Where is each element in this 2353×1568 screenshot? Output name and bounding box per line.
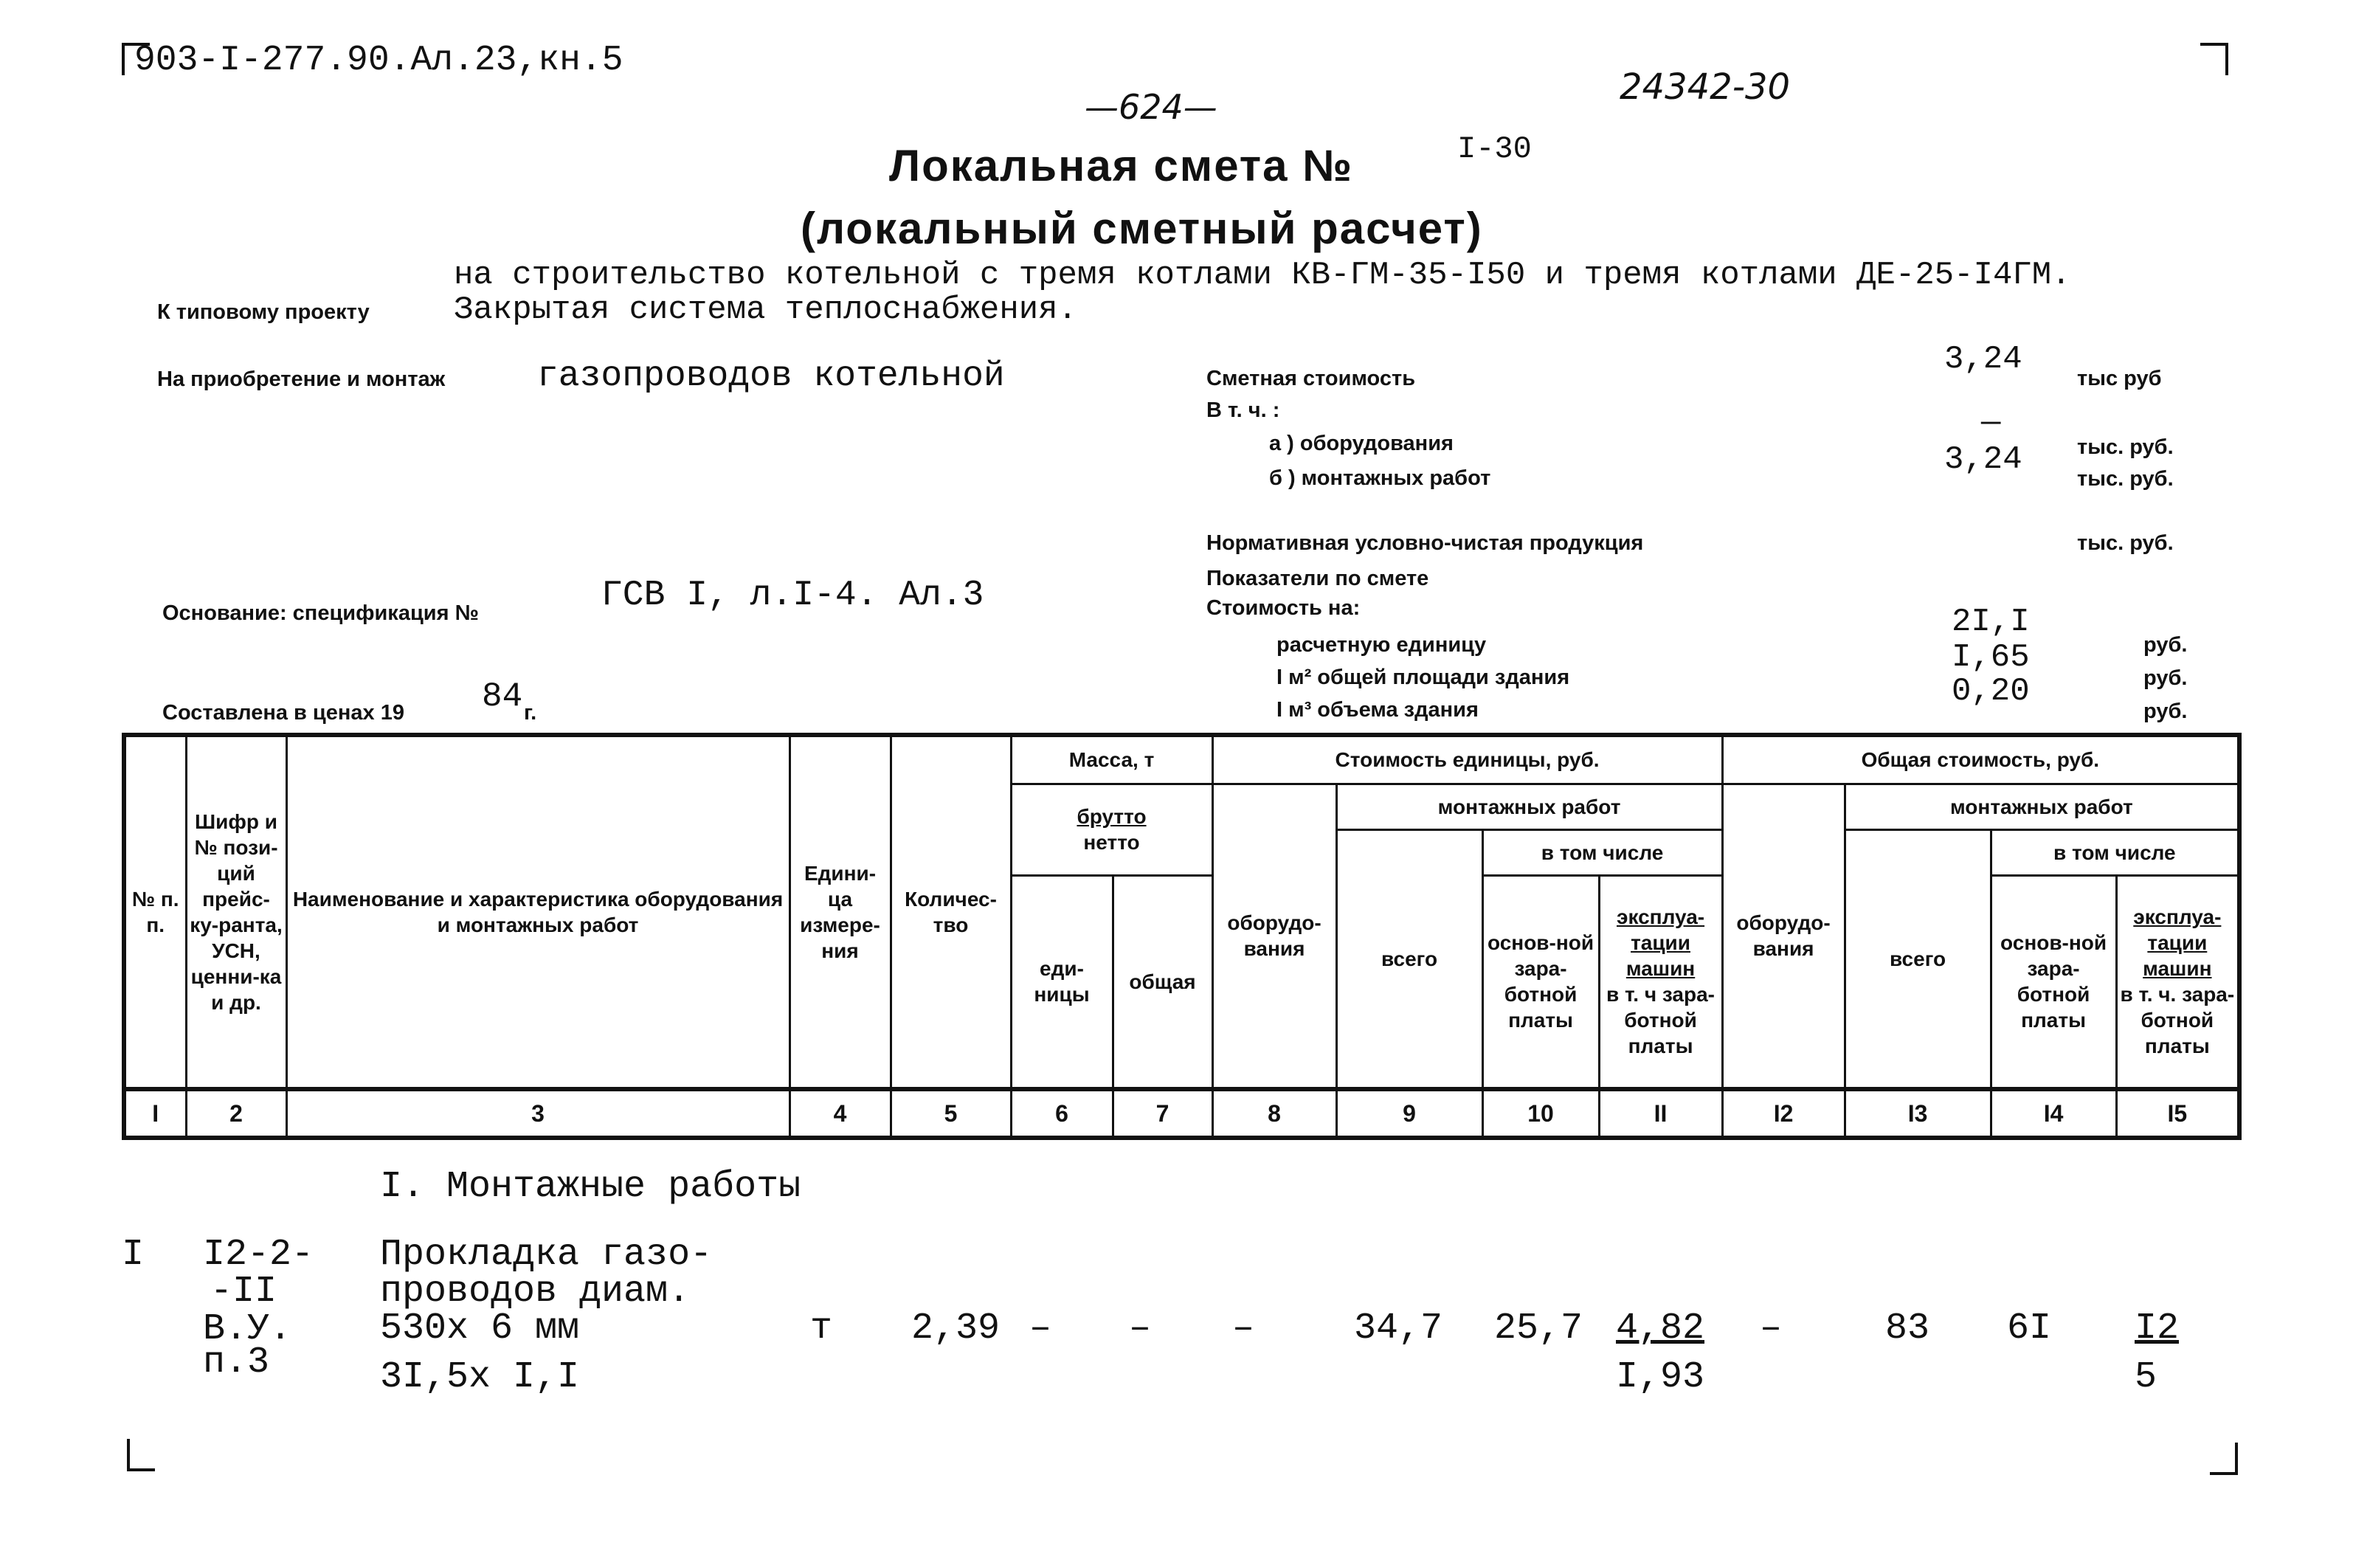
header-machines-total — [2116, 875, 2239, 1089]
per-area-label: I м² общей площади здания — [1276, 666, 1570, 689]
row-total: 34,7 — [1354, 1308, 1443, 1350]
row-code-line1: I2-2- — [203, 1234, 314, 1276]
row-equipment-total: – — [1760, 1308, 1783, 1350]
header-machines-total-sub: в т. ч. зара-ботной платы — [2120, 983, 2235, 1058]
page-subtitle: (локальный сметный расчет) — [801, 204, 1483, 253]
header-code: Шифр и № пози-ций прейс-ку-ранта, УСН, ценни-ка и др. — [186, 735, 286, 1089]
including-label: В т. ч. : — [1206, 398, 1280, 422]
per-volume-rub: руб. — [2143, 700, 2188, 723]
column-number: I3 — [1845, 1089, 1991, 1138]
row-number: I — [122, 1234, 145, 1276]
equipment-cost-label: а ) оборудования — [1269, 432, 1454, 455]
purchase-label: На приобретение и монтаж — [157, 367, 446, 391]
row-machines-sub-total: 5 — [2135, 1356, 2157, 1398]
row-code-line3: В.У. — [203, 1308, 292, 1350]
row-code-line2: -II — [210, 1271, 277, 1313]
header-install-all-total: всего — [1845, 829, 1991, 1089]
row-machines-total: I2 — [2135, 1308, 2180, 1350]
basis-label: Основание: спецификация № — [162, 601, 479, 625]
column-number: 4 — [789, 1089, 891, 1138]
row-name-line1: Прокладка газо- — [380, 1234, 713, 1276]
page-title: Локальная смета № — [889, 141, 1354, 190]
install-cost-unit: тыс. руб. — [2077, 467, 2174, 491]
row-install-total: 83 — [1885, 1308, 1930, 1350]
to-project-label: К типовому проекту — [157, 300, 370, 324]
corner-mark-top-right — [2200, 43, 2228, 75]
prices-label: Составлена в ценах 19 — [162, 701, 404, 725]
row-name-line4: 3I,5х I,I — [380, 1356, 580, 1398]
net-product-unit: тыс. руб. — [2077, 531, 2174, 555]
basis-value: ГСВ I, л.I-4. Ал.3 — [601, 576, 984, 615]
header-unit-cost: Стоимость единицы, руб. — [1212, 735, 1722, 784]
header-mass-total: общая — [1113, 875, 1212, 1089]
row-name-line3: 530х 6 мм — [380, 1308, 580, 1350]
per-volume-label: I м³ объема здания — [1276, 698, 1479, 722]
row-base-pay-total: 6I — [2007, 1308, 2052, 1350]
estimated-cost-label: Сметная стоимость — [1206, 367, 1416, 390]
column-number: 6 — [1011, 1089, 1113, 1138]
header-brutto-netto — [1011, 784, 1212, 875]
header-unit: Едини-ца измере-ния — [789, 735, 891, 1089]
column-number: I5 — [2116, 1089, 2239, 1138]
row-unit: т — [810, 1308, 833, 1350]
header-total-cost: Общая стоимость, руб. — [1722, 735, 2239, 784]
row-machines: 4,82 — [1616, 1308, 1705, 1350]
per-unit-label: расчетную единицу — [1276, 633, 1487, 657]
header-netto: нетто — [1083, 831, 1140, 854]
column-number: 9 — [1336, 1089, 1482, 1138]
estimated-cost-value: 3,24 — [1944, 341, 2022, 378]
header-install-total: монтажных работ — [1845, 784, 2239, 829]
header-machines — [1599, 875, 1722, 1089]
corner-mark-bottom-right — [2210, 1443, 2238, 1475]
document-code: 903-I-277.90.Ал.23,кн.5 — [134, 41, 623, 80]
header-equipment-total: оборудо-вания — [1722, 784, 1845, 1089]
per-area-rub: руб. — [2143, 666, 2188, 690]
prices-year: 84 — [482, 677, 523, 716]
header-including-total: в том числе — [1991, 829, 2239, 875]
per-volume-value: 0,20 — [1952, 673, 2030, 710]
corner-mark-bottom-left — [127, 1439, 155, 1471]
equipment-cost-unit: тыс. руб. — [2077, 435, 2174, 459]
estimated-cost-unit: тыс руб — [2077, 367, 2162, 390]
header-brutto: брутто — [1077, 805, 1147, 828]
header-machines-label: эксплуа-тации машин — [1616, 905, 1705, 981]
column-number: II — [1599, 1089, 1722, 1138]
header-machines-total-label: эксплуа-тации машин — [2133, 905, 2222, 981]
row-mass-unit: – — [1029, 1308, 1052, 1350]
prices-suffix: г. — [524, 701, 537, 725]
install-cost-label: б ) монтажных работ — [1269, 466, 1491, 490]
header-equipment: оборудо-вания — [1212, 784, 1336, 1089]
per-area-value: I,65 — [1952, 639, 2030, 676]
row-name-line2: проводов диам. — [380, 1271, 691, 1313]
cost-per-label: Стоимость на: — [1206, 596, 1361, 620]
install-cost-value: 3,24 — [1944, 441, 2022, 478]
object-line-2: Закрытая система теплоснабжения. — [454, 291, 1077, 328]
header-mass-per-unit: еди-ницы — [1011, 875, 1113, 1089]
header-install-all: всего — [1336, 829, 1482, 1089]
header-base-pay-total: основ-ной зара-ботной платы — [1991, 875, 2116, 1089]
row-machines-sub: I,93 — [1616, 1356, 1705, 1398]
column-number: 10 — [1482, 1089, 1599, 1138]
column-number: 7 — [1113, 1089, 1212, 1138]
column-number: 8 — [1212, 1089, 1336, 1138]
per-unit-rub: руб. — [2143, 633, 2188, 657]
row-mass-total: – — [1129, 1308, 1152, 1350]
header-base-pay: основ-ной зара-ботной платы — [1482, 875, 1599, 1089]
header-mass: Масса, т — [1011, 735, 1212, 784]
header-name: Наименование и характеристика оборудования и монтажных работ — [286, 735, 789, 1089]
row-equipment: – — [1232, 1308, 1255, 1350]
purchase-value: газопроводов котельной — [537, 356, 1005, 396]
row-code-line4: п.3 — [203, 1341, 270, 1384]
column-number: I2 — [1722, 1089, 1845, 1138]
header-install: монтажных работ — [1336, 784, 1722, 829]
per-unit-value: 2I,I — [1952, 604, 2030, 640]
object-line-1: на строительство котельной с тремя котлами КВ-ГМ-35-I50 и тремя котлами ДЕ-25-I4ГМ. — [454, 257, 2071, 294]
header-machines-sub: в т. ч зара-ботной платы — [1606, 983, 1715, 1058]
section-title: I. Монтажные работы — [380, 1166, 801, 1208]
header-including: в том числе — [1482, 829, 1722, 875]
column-number: 2 — [186, 1089, 286, 1138]
equipment-cost-value: — — [1981, 404, 2001, 441]
column-number: I4 — [1991, 1089, 2116, 1138]
page-number: —624— — [1085, 87, 1217, 127]
column-number: I — [124, 1089, 186, 1138]
estimate-header-table — [122, 733, 2242, 1140]
header-no: № п. п. — [124, 735, 186, 1089]
column-number: 3 — [286, 1089, 789, 1138]
indicators-label: Показатели по смете — [1206, 567, 1429, 590]
column-number: 5 — [891, 1089, 1011, 1138]
net-product-label: Нормативная условно-чистая продукция — [1206, 531, 1644, 555]
row-quantity: 2,39 — [911, 1308, 1001, 1350]
stamp-number: 24342-30 — [1620, 66, 1791, 108]
row-base-pay: 25,7 — [1494, 1308, 1583, 1350]
estimate-number: I-30 — [1457, 131, 1532, 167]
header-quantity: Количес-тво — [891, 735, 1011, 1089]
